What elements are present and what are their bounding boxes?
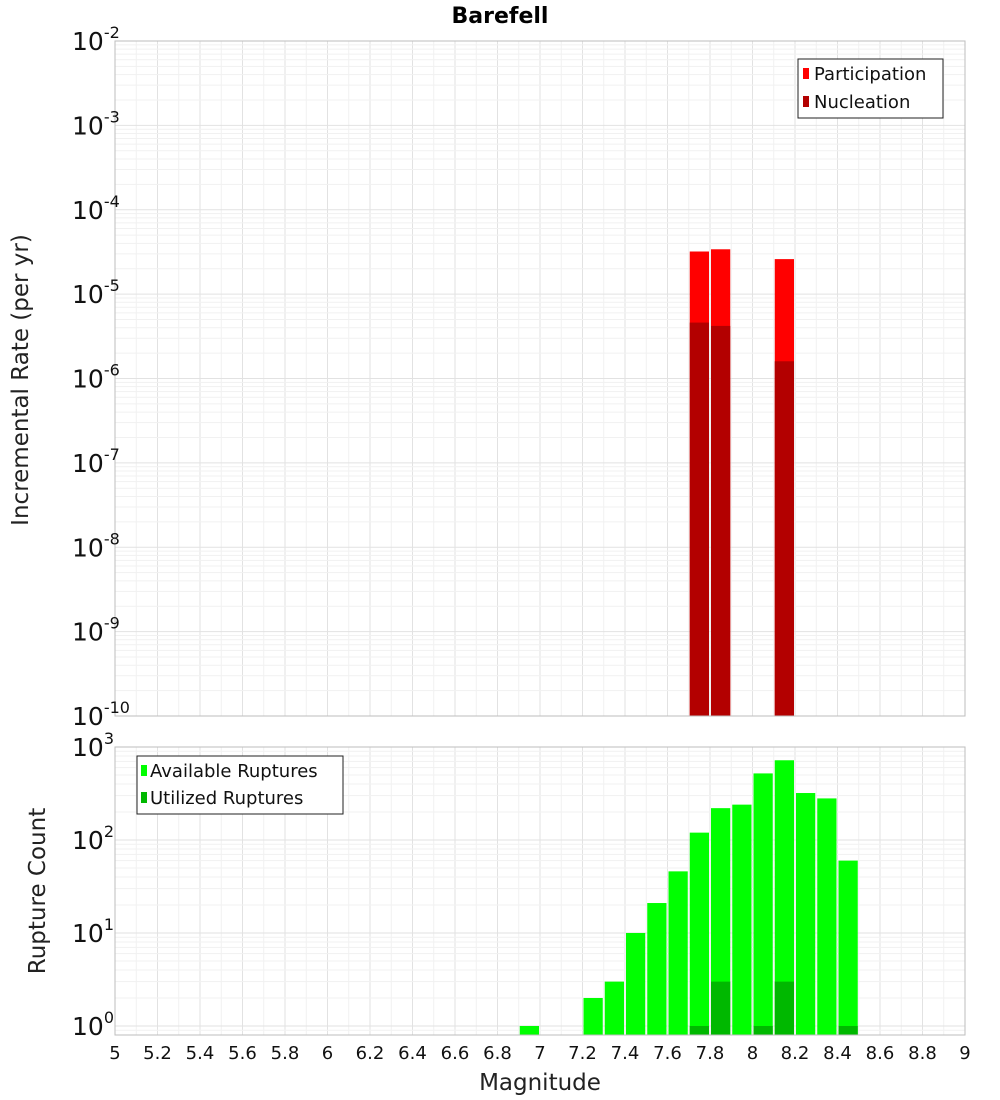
bar-utilized-ruptures [690,1026,709,1035]
x-tick-label: 7.6 [653,1043,682,1064]
top-plot-grid [115,41,965,716]
bar-available-ruptures [690,833,709,1035]
bar-available-ruptures [754,773,773,1035]
bar-utilized-ruptures [711,982,730,1035]
bar-available-ruptures [647,903,666,1035]
bar-utilized-ruptures [839,1026,858,1035]
x-tick-label: 7.4 [610,1043,640,1064]
bar-available-ruptures [520,1026,539,1035]
bar-utilized-ruptures [775,982,794,1035]
bar-available-ruptures [584,998,603,1035]
y-tick-label: 10-3 [72,107,120,141]
top-y-axis-label: Incremental Rate (per yr) [8,234,34,526]
x-tick-label: 8.6 [865,1043,895,1064]
y-tick-label: 101 [72,914,114,948]
bar-nucleation [690,323,709,716]
y-tick-label: 10-5 [72,276,120,310]
x-tick-label: 9 [959,1043,971,1064]
x-tick-label: 6.4 [398,1043,427,1064]
legend-swatch-available-ruptures [141,765,147,776]
x-tick-label: 5.8 [270,1043,300,1064]
x-tick-label: 7 [534,1043,546,1064]
x-tick-label: 8 [746,1043,759,1064]
legend-label-nucleation: Nucleation [814,92,911,113]
y-tick-label: 10-10 [72,698,130,731]
legend-swatch-participation [803,68,809,79]
bar-nucleation [775,361,794,716]
bar-available-ruptures [605,982,624,1035]
bottom-y-axis-label: Rupture Count [25,807,51,975]
bar-available-ruptures [839,861,858,1035]
x-tick-label: 7.8 [695,1043,725,1064]
legend-label-available-ruptures: Available Ruptures [150,761,318,782]
y-tick-label: 10-9 [72,613,120,647]
y-tick-label: 10-6 [72,360,120,394]
legend-swatch-nucleation [803,96,809,107]
legend-swatch-utilized-ruptures [141,792,147,803]
bar-available-ruptures [796,793,815,1035]
bar-available-ruptures [626,933,645,1035]
x-tick-label: 8.8 [908,1043,937,1064]
y-tick-label: 100 [72,1007,114,1041]
y-tick-label: 10-8 [72,529,120,563]
x-axis-label: Magnitude [479,1070,601,1096]
bar-available-ruptures [732,805,751,1035]
x-tick-label: 5.4 [185,1043,215,1064]
x-tick-label: 6.8 [483,1043,512,1064]
y-tick-label: 102 [72,821,114,855]
bar-utilized-ruptures [754,1026,773,1035]
y-tick-label: 10-4 [72,191,120,225]
x-tick-label: 7.2 [568,1043,597,1064]
x-tick-label: 6.6 [440,1043,470,1064]
top-legend [798,59,943,118]
x-tick-label: 5.6 [228,1043,257,1064]
y-tick-label: 10-2 [72,23,120,56]
x-tick-label: 8.4 [823,1043,852,1064]
x-tick-label: 6.2 [355,1043,385,1064]
legend-label-utilized-ruptures: Utilized Ruptures [150,788,304,809]
legend-label-participation: Participation [814,64,927,85]
y-tick-label: 103 [72,729,114,762]
chart-title: Barefell [451,4,549,29]
bar-nucleation [711,326,730,716]
bar-available-ruptures [817,798,836,1035]
bottom-legend [137,756,343,814]
bottom-y-tick-labels [72,729,114,1041]
x-tick-label: 5.2 [143,1043,172,1064]
x-tick-label: 8.2 [780,1043,810,1064]
x-tick-labels [109,1043,970,1064]
y-tick-label: 10-7 [72,444,120,478]
x-tick-label: 5 [109,1043,121,1064]
x-tick-label: 6 [321,1043,334,1064]
bar-available-ruptures [669,871,688,1035]
